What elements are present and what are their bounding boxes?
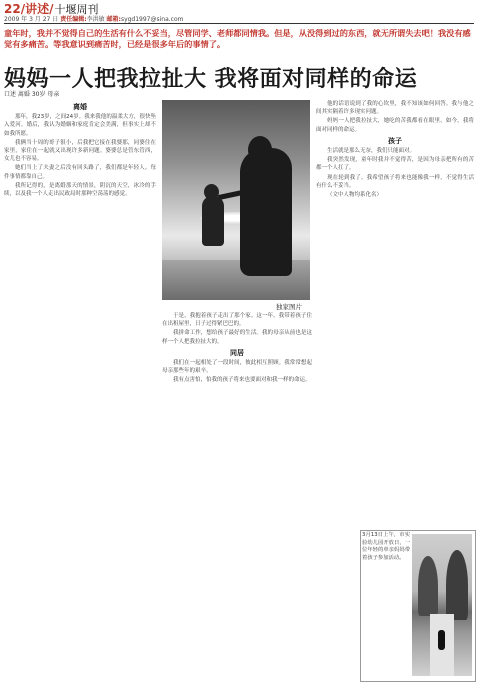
col1-paragraph: 她们当上了夫妻之后没有回头路了，我们都是年轻人。每件事情都靠自己。 bbox=[4, 165, 156, 180]
feature-photo bbox=[162, 100, 310, 300]
side-panel-photo bbox=[412, 534, 472, 676]
header-rule bbox=[4, 23, 474, 24]
pullquote-paragraph: 我有点害怕，怕我的孩子将来也要面对和我一样的命运。 bbox=[173, 377, 311, 384]
child-silhouette bbox=[202, 196, 224, 246]
header-meta bbox=[4, 14, 184, 23]
email-label: 邮箱: bbox=[106, 16, 121, 23]
col4-paragraph: 我突然发现，童年时我并不觉得苦，是因为母亲把所有的苦都一个人扛了。 bbox=[316, 157, 474, 172]
col3-paragraph: 妈妈一人把我拉扯大，她吃的苦我都看在眼里。如今，我将面对同样的命运。 bbox=[316, 118, 474, 133]
tree-shape bbox=[418, 556, 438, 616]
column-2 bbox=[162, 312, 312, 690]
col1-paragraph: 我所记得的，是离婚那天的情景，阴沉的天空，冰冷的手续，以及我一个人走出民政局时那种空荡荡的感觉。 bbox=[4, 182, 156, 198]
editor-name: 李洪敏 bbox=[86, 16, 105, 23]
editor-email: sygd1997@sina.com bbox=[120, 16, 184, 23]
column-1 bbox=[4, 100, 156, 690]
person-silhouette bbox=[438, 630, 445, 650]
column-3 bbox=[316, 100, 474, 520]
col1-paragraph: 我俩当十周的哥子很小，后我把它接在我婆那，同婆住在家里，家住在一起就又出现许多新问题。婆婆总是管东管西，女儿也不容易。 bbox=[4, 139, 156, 163]
pullquote-paragraph: 我们在一起相处了一段时间，彼此相互照顾。我常常想起母亲那些年的艰辛。 bbox=[162, 360, 312, 375]
editor-label: 责任编辑: bbox=[60, 16, 87, 23]
col4-paragraph: 现在轮到我了。我希望孩子将来也能像我一样，不觉得生活有什么不妥当。 bbox=[316, 174, 474, 189]
intro-lead: 童年时，我并不觉得自己的生活有什么不妥当，尽管同学、老师都同情我。但是，从没得到过的东西，就无所谓失去吧！我没有感觉有多痛苦。等我意识到痛苦时，已经是很多年后的事情了。 bbox=[4, 28, 471, 49]
col3-tail: 生活就是那么无奈，我们只能面对。 bbox=[327, 148, 416, 155]
photo-caption: 独家图片 bbox=[276, 303, 302, 311]
col3-paragraph: 他的话语说到了我的心坎里，我不知该如何回答。我与他之间其实隔着许多现实问题。 bbox=[316, 101, 474, 116]
pullquote-subhead: 同居 bbox=[230, 348, 244, 357]
article-credit: （文中人物均系化名） bbox=[327, 192, 383, 199]
col2-paragraph: 我拼命工作，想给孩子最好的生活。我的母亲从前也是这样一个人把我拉扯大的。 bbox=[162, 330, 312, 345]
section-label: 22/讲述/ bbox=[4, 2, 54, 16]
side-panel-text: 3月13日上午，市实验幼儿园开放日，一位年轻的单亲妈妈带着孩子参加活动。 bbox=[362, 532, 410, 561]
col2-paragraph: 于是，我抱着孩子走出了那个家。这一年，我带着孩子住在出租屋里，日子过得紧巴巴的。 bbox=[162, 313, 312, 328]
mother-silhouette bbox=[240, 148, 292, 276]
section-sub: 十堰周刊 bbox=[54, 3, 99, 16]
issue-date: 2009 年 3 月 27 日 bbox=[4, 16, 59, 23]
col1-subhead: 离婚 bbox=[73, 103, 87, 111]
headline: 妈妈一人把我拉扯大 我将面对同样的命运 bbox=[4, 66, 418, 92]
col3-subhead: 孩子 bbox=[388, 136, 402, 145]
byline: 口述 离婚 30岁 母亲 bbox=[4, 91, 60, 98]
col1-paragraph: 那年，我23岁，之间24岁。我来我他的温柔大方，很快坠入爱河。婚后，我认为婚姻和家庭肯定会美满，但事实上却不如我所愿。 bbox=[4, 114, 156, 137]
tree-shape bbox=[446, 550, 468, 620]
